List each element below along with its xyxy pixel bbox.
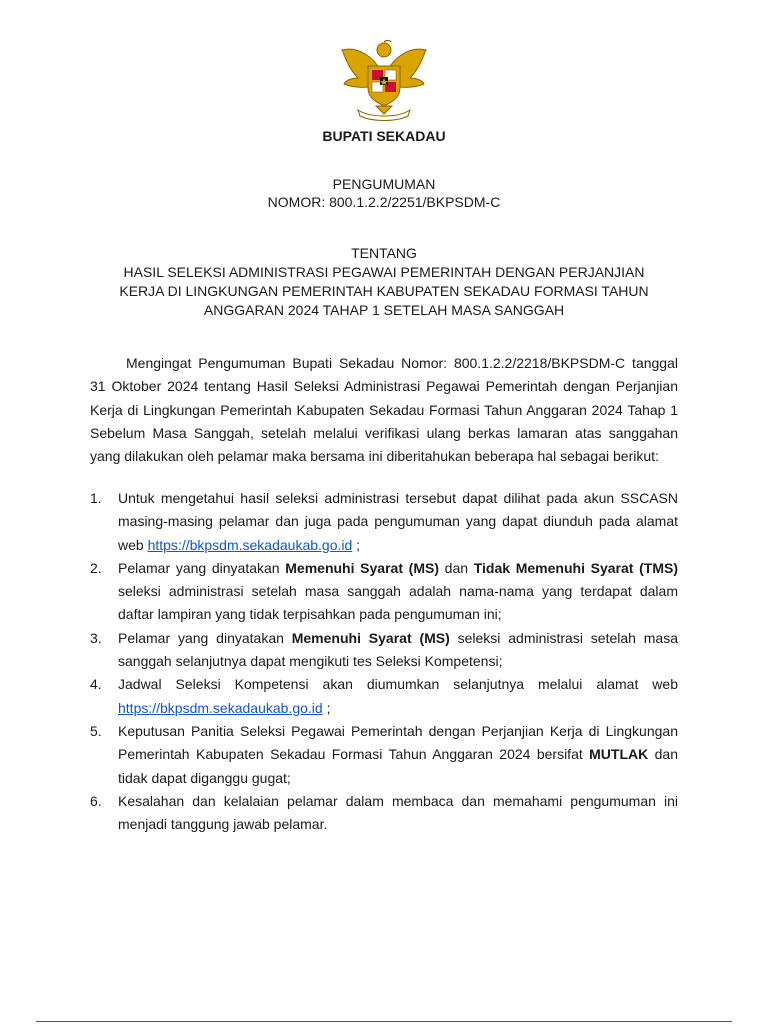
- list-item: [90, 790, 678, 837]
- item-bold-text: Tidak Memenuhi Syarat (TMS): [473, 559, 679, 576]
- item-text: ;: [322, 699, 331, 716]
- subject-line: KERJA DI LINGKUNGAN PEMERINTAH KABUPATEN SEKADAU FORMASI TAHUN: [119, 283, 649, 299]
- points-list: [90, 487, 678, 836]
- list-item: [90, 557, 678, 627]
- org-title: BUPATI SEKADAU: [322, 128, 446, 144]
- subject-block: [0, 244, 768, 320]
- list-item: [90, 627, 678, 674]
- item-bold-text: Memenuhi Syarat (MS): [285, 559, 439, 576]
- list-item: [90, 720, 678, 790]
- garuda-emblem-icon: [336, 36, 432, 124]
- item-text: Pelamar yang dinyatakan: [118, 559, 286, 576]
- item-number: 6.: [90, 792, 102, 809]
- footer-divider: [36, 1021, 732, 1022]
- subject-line: ANGGARAN 2024 TAHAP 1 SETELAH MASA SANGGAH: [203, 302, 565, 318]
- item-text: Pelamar yang dinyatakan: [118, 629, 292, 646]
- announcement-number: NOMOR: 800.1.2.2/2251/BKPSDM-C: [267, 194, 501, 210]
- subject-line: HASIL SELEKSI ADMINISTRASI PEGAWAI PEMERINTAH DENGAN PERJANJIAN: [123, 264, 645, 280]
- item-text: seleksi administrasi setelah masa sanggah adalah nama-nama yang terdapat dalam daftar lampiran yang tidak terpisahkan pada pengumuman ini;: [118, 583, 678, 623]
- item-number: 4.: [90, 676, 102, 693]
- list-item: [90, 487, 678, 557]
- item-number: 3.: [90, 629, 102, 646]
- item-text: Jadwal Seleksi Kompetensi akan diumumkan selanjutnya melalui alamat web: [118, 676, 678, 693]
- item-number: 5.: [90, 722, 102, 739]
- item-text: Untuk mengetahui hasil seleksi administrasi tersebut dapat dilihat pada akun SSCASN masing-masing pelamar dan juga pada pengumuman yang dapat diunduh pada alamat web: [118, 490, 678, 553]
- item-bold-text: MUTLAK: [589, 746, 649, 763]
- item-number: 1.: [90, 490, 102, 506]
- item-bold-text: Memenuhi Syarat (MS): [291, 629, 450, 646]
- bkpsdm-link[interactable]: https://bkpsdm.sekadaukab.go.id: [147, 536, 353, 553]
- list-item: [90, 673, 678, 720]
- item-text: ;: [352, 536, 361, 553]
- intro-paragraph: Mengingat Pengumuman Bupati Sekadau Nomor: 800.1.2.2/2218/BKPSDM-C tanggal 31 Oktober 2024 tentang Hasil Seleksi Administrasi Pegawai Pemerintah dengan Perjanjian Kerja di Lingkungan Pemerintah Kabupaten Sekadau Formasi Tahun Anggaran 2024 Tahap 1 Sebelum Masa Sanggah, setelah melalui verifikasi ulang berkas lamaran atas sanggahan yang dilakukan oleh pelamar maka bersama ini diberitahukan beberapa hal sebagai berikut:: [90, 355, 678, 465]
- item-text: Keputusan Panitia Seleksi Pegawai Pemerintah dengan Perjanjian Kerja di Lingkungan Pemerintah Kabupaten Sekadau Formasi Tahun Anggaran 2024 bersifat: [118, 722, 678, 763]
- item-number: 2.: [90, 559, 102, 576]
- subject-label: TENTANG: [351, 245, 417, 261]
- item-text: seleksi administrasi setelah masa sanggah selanjutnya dapat mengikuti tes Seleksi Kompetensi;: [118, 629, 679, 670]
- announcement-label: PENGUMUMAN: [332, 176, 436, 192]
- item-text: dan: [439, 559, 474, 576]
- item-text: dan tidak dapat diganggu gugat;: [118, 746, 678, 786]
- bkpsdm-link[interactable]: https://bkpsdm.sekadaukab.go.id: [118, 699, 323, 716]
- item-text: Kesalahan dan kelalaian pelamar dalam membaca dan memahami pengumuman ini menjadi tanggung jawab pelamar.: [118, 792, 678, 833]
